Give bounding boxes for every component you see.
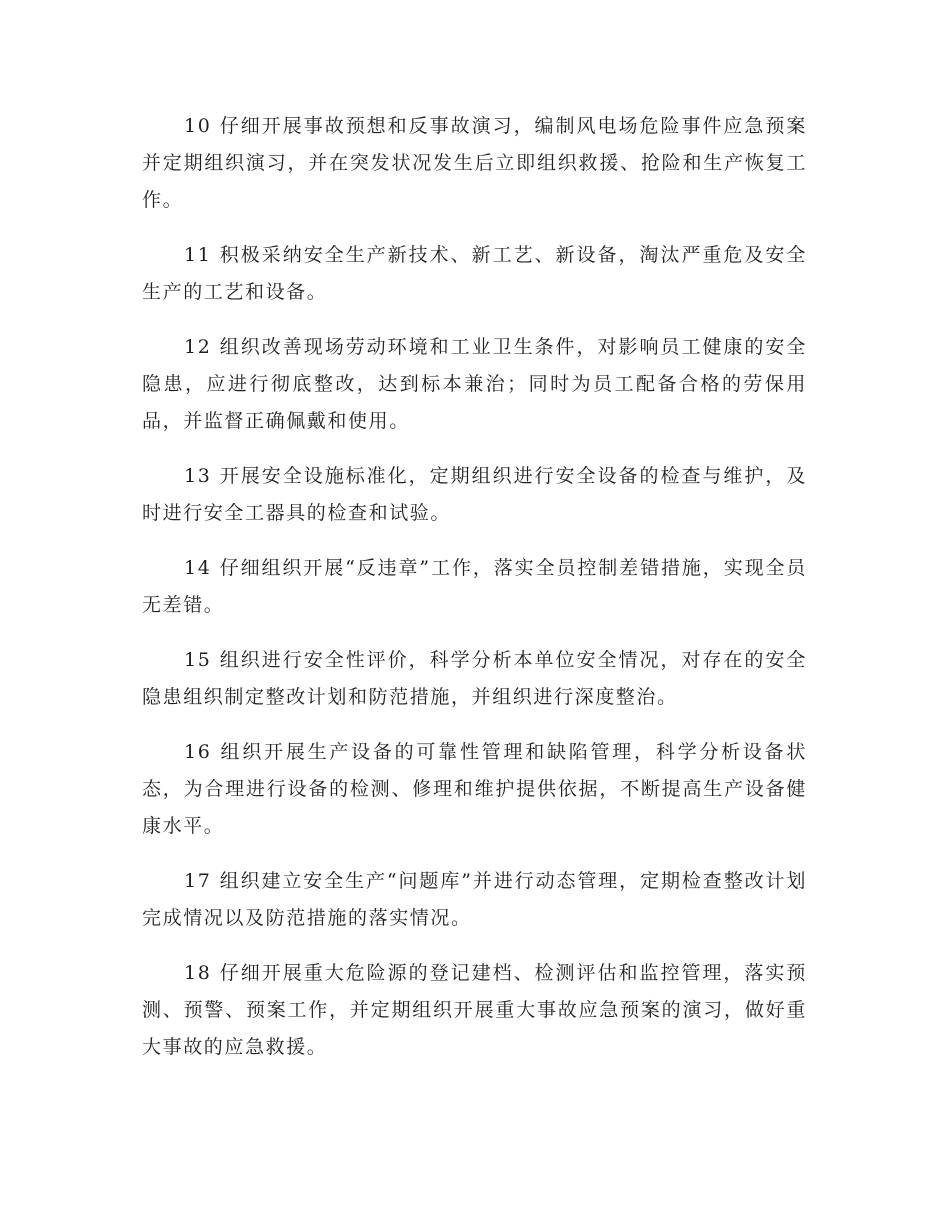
paragraph-15 xyxy=(142,642,807,716)
paragraph-17 xyxy=(142,863,807,937)
paragraph-text: 组织改善现场劳动环境和工业卫生条件，对影响员工健康的安全隐患，应进行彻底整改，达到标本兼治；同时为员工配备合格的劳保用品，并监督正确佩戴和使用。 xyxy=(142,336,807,432)
paragraph-12 xyxy=(142,329,807,440)
paragraph-text: 组织进行安全性评价，科学分析本单位安全情况，对存在的安全隐患组织制定整改计划和防范措施，并组织进行深度整治。 xyxy=(142,649,807,708)
paragraph-number: 17 xyxy=(184,870,212,892)
paragraph-number: 18 xyxy=(184,962,212,984)
paragraph-text: 组织开展生产设备的可靠性管理和缺陷管理，科学分析设备状态，为合理进行设备的检测、修理和维护提供依据，不断提高生产设备健康水平。 xyxy=(142,741,807,837)
paragraph-text: 仔细组织开展“反违章”工作，落实全员控制差错措施，实现全员无差错。 xyxy=(142,557,807,616)
document-body xyxy=(142,108,807,1084)
paragraph-10 xyxy=(142,108,807,219)
paragraph-text: 积极采纳安全生产新技术、新工艺、新设备，淘汰严重危及安全生产的工艺和设备。 xyxy=(142,244,807,303)
paragraph-text: 组织建立安全生产“问题库”并进行动态管理，定期检查整改计划完成情况以及防范措施的落实情况。 xyxy=(142,870,807,929)
paragraph-13 xyxy=(142,458,807,532)
paragraph-18 xyxy=(142,955,807,1066)
paragraph-number: 14 xyxy=(184,557,212,579)
paragraph-16 xyxy=(142,734,807,845)
paragraph-number: 13 xyxy=(184,465,212,487)
paragraph-number: 12 xyxy=(184,336,212,358)
paragraph-text: 开展安全设施标准化，定期组织进行安全设备的检查与维护，及时进行安全工器具的检查和试验。 xyxy=(142,465,807,524)
paragraph-text: 仔细开展事故预想和反事故演习，编制风电场危险事件应急预案并定期组织演习，并在突发状况发生后立即组织救援、抢险和生产恢复工作。 xyxy=(142,115,807,211)
paragraph-11 xyxy=(142,237,807,311)
paragraph-14 xyxy=(142,550,807,624)
paragraph-number: 15 xyxy=(184,649,212,671)
paragraph-text: 仔细开展重大危险源的登记建档、检测评估和监控管理，落实预测、预警、预案工作，并定期组织开展重大事故应急预案的演习，做好重大事故的应急救援。 xyxy=(142,962,807,1058)
paragraph-number: 16 xyxy=(184,741,212,763)
paragraph-number: 11 xyxy=(184,244,212,266)
paragraph-number: 10 xyxy=(184,115,212,137)
